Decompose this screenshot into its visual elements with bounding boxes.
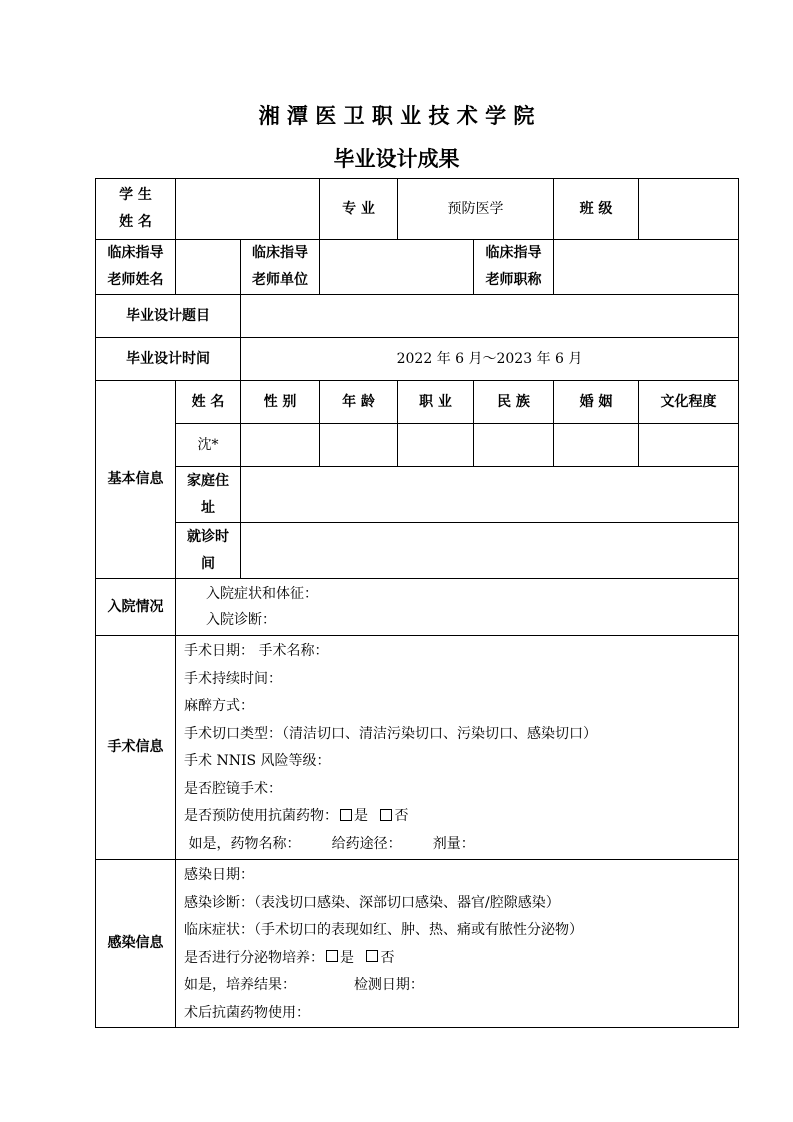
design-topic-field[interactable] — [241, 295, 739, 338]
teacher-unit-field[interactable] — [320, 240, 474, 295]
marital-field[interactable] — [554, 424, 639, 467]
header-ethnicity: 民 族 — [474, 381, 554, 424]
surgery-duration-line: 手术持续时间： — [184, 670, 282, 687]
header-marital: 婚 姻 — [554, 381, 639, 424]
occupation-field[interactable] — [398, 424, 474, 467]
culture-result-line: 如是，培养结果： 检测日期： — [184, 977, 424, 993]
home-address-label: 家庭住 址 — [176, 467, 241, 523]
class-field[interactable] — [639, 179, 739, 240]
basic-info-label: 基本信息 — [96, 381, 176, 579]
design-time-label: 毕业设计时间 — [96, 338, 241, 381]
prophylaxis-line: 是否预防使用抗菌药物： 是 否 — [184, 808, 409, 824]
clinical-symptoms-line: 临床症状：（手术切口的表现如红、肿、热、痛或有脓性分泌物） — [184, 922, 583, 938]
culture-line: 是否进行分泌物培养： 是 否 — [184, 949, 395, 966]
home-address-field[interactable] — [241, 467, 739, 523]
header-occupation: 职 业 — [398, 381, 474, 424]
visit-time-field[interactable] — [241, 523, 739, 579]
admission-symptoms-line: 入院症状和体征： — [206, 586, 318, 602]
nnis-risk-line: 手术 NNIS 风险等级： — [184, 753, 331, 769]
document-title: 毕业设计成果 — [333, 147, 460, 171]
prophylaxis-no-checkbox[interactable] — [380, 809, 392, 821]
teacher-title-label: 临床指导 老师职称 — [474, 240, 554, 295]
prophylaxis-yes-checkbox[interactable] — [340, 809, 352, 821]
surgery-content[interactable] — [176, 636, 739, 860]
postop-antibiotics-line: 术后抗菌药物使用： — [184, 1004, 310, 1021]
header-name: 姓 名 — [176, 381, 241, 424]
gender-field[interactable] — [241, 424, 320, 467]
teacher-unit-label: 临床指导 老师单位 — [241, 240, 320, 295]
incision-type-line: 手术切口类型：（清洁切口、清洁污染切口、污染切口、感染切口） — [184, 725, 597, 742]
admission-diagnosis-line: 入院诊断： — [206, 612, 276, 628]
school-name: 湘 潭 医 卫 职 业 技 术 学 院 — [258, 104, 535, 128]
infection-label: 感染信息 — [96, 860, 176, 1028]
admission-label: 入院情况 — [96, 579, 176, 636]
teacher-name-field[interactable] — [176, 240, 241, 295]
surgery-date-line: 手术日期： 手术名称： — [184, 643, 329, 659]
admission-content[interactable] — [176, 579, 739, 636]
teacher-title-field[interactable] — [554, 240, 739, 295]
anesthesia-line: 麻醉方式： — [184, 698, 254, 714]
teacher-name-label: 临床指导 老师姓名 — [96, 240, 176, 295]
design-time-value[interactable]: 2022 年 6 月～2023 年 6 月 — [241, 338, 739, 381]
major-label: 专 业 — [320, 179, 398, 240]
culture-no-checkbox[interactable] — [366, 950, 378, 962]
major-value[interactable]: 预防医学 — [398, 179, 554, 240]
drug-details-line: 如是，药物名称： 给药途径： 剂量： — [184, 835, 475, 852]
education-field[interactable] — [639, 424, 739, 467]
design-result-form — [95, 178, 739, 1028]
surgery-label: 手术信息 — [96, 636, 176, 860]
header-education: 文化程度 — [639, 381, 739, 424]
endoscopic-line: 是否腔镜手术： — [184, 780, 282, 797]
class-label: 班 级 — [554, 179, 639, 240]
student-name-field[interactable] — [176, 179, 320, 240]
age-field[interactable] — [320, 424, 398, 467]
infection-diagnosis-line: 感染诊断：（表浅切口感染、深部切口感染、器官/腔隙感染） — [184, 894, 560, 911]
patient-name-value[interactable]: 沈* — [176, 424, 241, 467]
design-topic-label: 毕业设计题目 — [96, 295, 241, 338]
header-age: 年 龄 — [320, 381, 398, 424]
ethnicity-field[interactable] — [474, 424, 554, 467]
header-gender: 性 别 — [241, 381, 320, 424]
student-name-label: 学 生 姓 名 — [96, 179, 176, 240]
visit-time-label: 就诊时 间 — [176, 523, 241, 579]
culture-yes-checkbox[interactable] — [326, 950, 338, 962]
infection-content[interactable] — [176, 860, 739, 1028]
infection-date-line: 感染日期： — [184, 867, 254, 883]
